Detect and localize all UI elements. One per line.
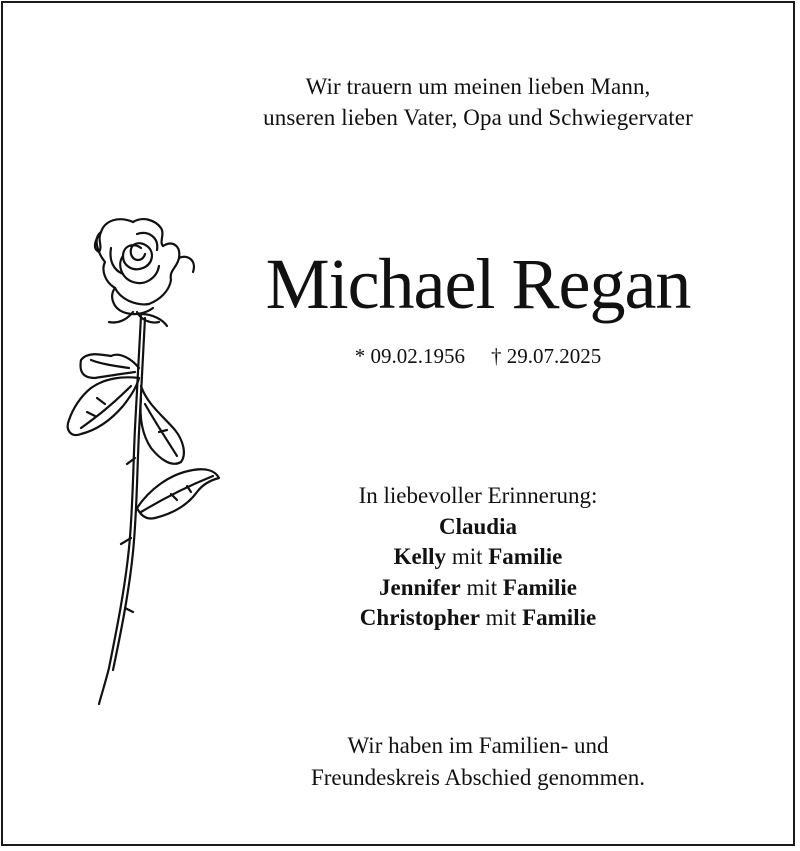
closing-text <box>203 730 753 794</box>
family-connector: mit <box>479 605 523 630</box>
intro-text <box>203 71 753 133</box>
family-connector: mit <box>460 574 503 600</box>
remembrance-block <box>203 481 753 634</box>
closing-line-2: Freundeskreis Abschied genommen. <box>310 765 646 790</box>
deceased-name: Michael Regan <box>265 244 691 324</box>
family-member-name: Jennifer <box>378 574 461 600</box>
death-date: † 29.07.2025 <box>491 344 602 368</box>
intro-line-1: Wir trauern um meinen lieben Mann, <box>305 74 651 99</box>
remembrance-heading: In liebevoller Erinnerung: <box>358 483 598 508</box>
obituary-frame <box>1 1 795 846</box>
family-line <box>203 573 753 604</box>
family-line <box>203 512 753 543</box>
closing-line-1: Wir haben im Familien- und <box>347 733 609 758</box>
family-line <box>203 542 753 573</box>
family-suffix: Familie <box>488 544 563 569</box>
family-connector: mit <box>446 544 489 569</box>
intro-line-2: unseren lieben Vater, Opa und Schwiegervater <box>263 105 693 130</box>
family-member-name: Kelly <box>393 544 447 569</box>
life-dates <box>203 342 753 370</box>
family-suffix: Familie <box>502 574 578 600</box>
birth-date: * 09.02.1956 <box>354 344 465 368</box>
family-line <box>203 603 753 634</box>
family-member-name: Claudia <box>439 513 517 539</box>
family-member-name: Christopher <box>359 605 480 630</box>
family-suffix: Familie <box>522 605 597 630</box>
